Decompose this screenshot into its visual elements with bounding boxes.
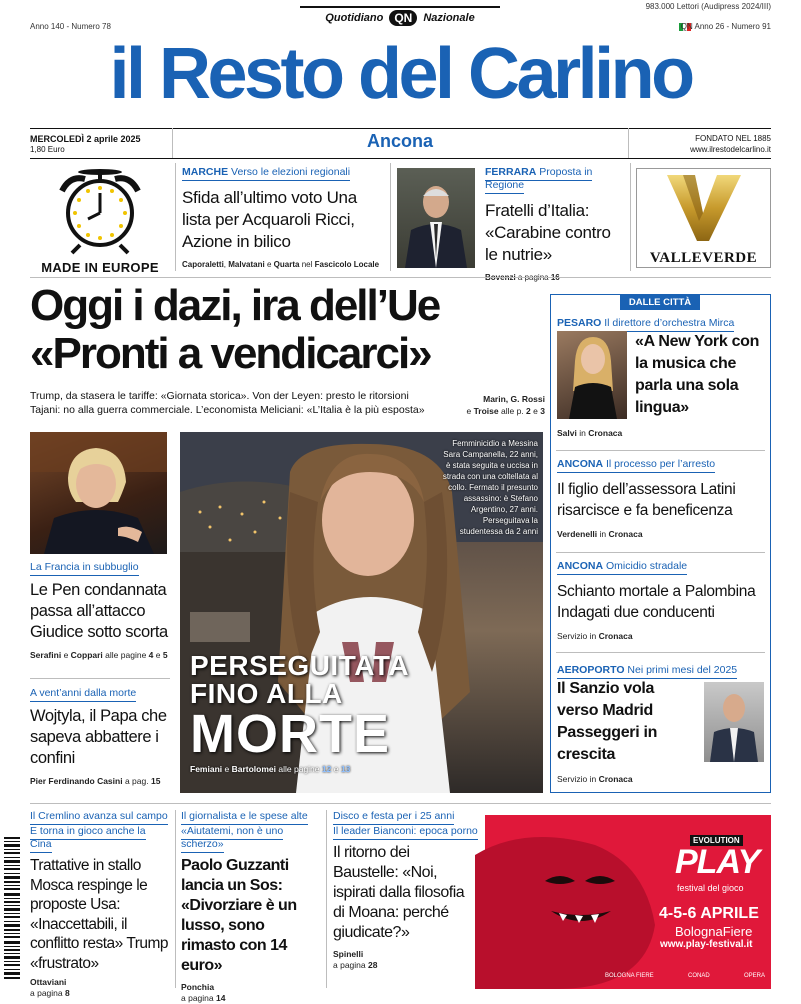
- readers-count: 983.000 Lettori (Audipress 2024/III): [645, 2, 771, 11]
- aeroporto-byline: Servizio in Cronaca: [557, 774, 633, 784]
- man-portrait-icon: [397, 168, 475, 268]
- pesaro-kicker: PESARO Il direttore d’orchestra Mirca: [557, 313, 765, 349]
- conductor-portrait-icon: [557, 331, 627, 419]
- guzzanti-kicker-2: «Aiutatemi, non è uno scherzo»: [181, 825, 321, 851]
- ancona2-article[interactable]: [557, 560, 767, 642]
- play-subtitle: festival del gioco: [677, 883, 744, 893]
- pesaro-photo: [557, 331, 627, 419]
- photo-headline-line-3: MORTE: [190, 704, 390, 764]
- guzzanti-byline: Ponchia a pagina 14: [181, 982, 226, 1003]
- barcode-icon: [4, 835, 26, 980]
- made-in-europe-box: [30, 163, 170, 275]
- wojtyla-article[interactable]: [30, 687, 170, 787]
- aeroporto-title[interactable]: Il Sanzio vola verso Madrid Passeggeri in crescita: [557, 680, 658, 763]
- website: www.ilrestodelcarlino.it: [690, 145, 771, 154]
- russia-article[interactable]: [30, 810, 170, 999]
- photo-headline: [190, 650, 490, 764]
- marche-kicker: MARCHE Verso le elezioni regionali: [182, 166, 382, 179]
- barcode-number: [2, 985, 14, 986]
- play-url[interactable]: www.play-festival.it: [660, 939, 753, 950]
- baustelle-kicker-2: Il leader Bianconi: epoca porno: [333, 825, 478, 838]
- valleverde-ad[interactable]: [636, 168, 771, 268]
- issue-price: 1,80 Euro: [30, 145, 65, 154]
- baustelle-title: Il ritorno dei Baustelle: «Noi, ispirati dalla filosofia di Moana: perché giudicate?»: [333, 844, 465, 941]
- ancona1-byline: Verdenelli in Cronaca: [557, 529, 643, 539]
- ancona2-kicker: ANCONA Omicidio stradale: [557, 560, 767, 573]
- wojtyla-title: Wojtyla, il Papa che sapeva abbattere i confini: [30, 707, 167, 767]
- lead-headline-line-1: Oggi i dazi, ira dell’Ue: [30, 281, 440, 330]
- valleverde-label: VALLEVERDE: [649, 250, 758, 266]
- ancona1-kicker: ANCONA Il processo per l’arresto: [557, 458, 767, 471]
- photo-caption: Femminicidio a Messina Sara Campanella, 22 anni, è stata seguita e uccisa in strada con una coltellata al collo. Fermato il presunto assassino: è Stefano Argentino, 27 anni. Perseguitava la studentessa da 2 anni: [442, 439, 538, 536]
- play-place: BolognaFiere: [675, 924, 753, 939]
- baustelle-kicker-1: Disco e festa per i 25 anni: [333, 810, 478, 823]
- sponsor-3: OPERA: [743, 973, 765, 979]
- ancona2-title: Schianto mortale a Palombina Indagati due conducenti: [557, 583, 756, 621]
- founded-year: FONDATO NEL 1885: [695, 134, 771, 143]
- russia-kicker-2: E torna in gioco anche la Cina: [30, 825, 170, 851]
- aeroporto-photo: [704, 682, 764, 762]
- photo-headline-line-1: PERSEGUITATA: [190, 650, 410, 681]
- sponsor-2: CONAD: [688, 973, 710, 979]
- valleverde-logo-icon: [637, 169, 770, 247]
- ancona1-article[interactable]: [557, 458, 767, 540]
- barcode: [4, 835, 26, 980]
- dalle-citta-header: DALLE CITTÀ: [620, 295, 700, 310]
- lead-headline-line-2: «Pronti a vendicarci»: [30, 329, 431, 378]
- lepen-photo: [30, 432, 167, 554]
- lepen-article[interactable]: [30, 561, 170, 661]
- edition-name: Ancona: [366, 131, 433, 151]
- made-in-europe-label: MADE IN EUROPE: [41, 260, 159, 275]
- guzzanti-title: Paolo Guzzanti lancia un Sos: «Divorziare è un lusso, sono rimasto con 14 euro»: [181, 857, 297, 974]
- sponsor-1: BOLOGNA FIERE: [605, 973, 654, 979]
- play-festival-ad[interactable]: [485, 815, 771, 989]
- ferrara-kicker: FERRARA Proposta in Regione: [485, 166, 625, 192]
- russia-kicker-1: Il Cremlino avanza sul campo: [30, 810, 170, 823]
- qn-logo: QN: [389, 10, 417, 26]
- aeroporto-kicker: AEROPORTO Nei primi mesi del 2025: [557, 660, 767, 678]
- qn-left-label: Quotidiano: [325, 12, 384, 24]
- play-evolution-label: EVOLUTION: [690, 835, 743, 846]
- ferrara-article[interactable]: [485, 166, 625, 283]
- guzzanti-kicker-1: Il giornalista e le spese alte: [181, 810, 321, 823]
- ferrara-title: Fratelli d’Italia: «Carabine contro le nutrie»: [485, 201, 611, 264]
- photo-headline-line-2: FINO ALLA: [190, 678, 343, 709]
- guzzanti-article[interactable]: [181, 810, 321, 1004]
- play-logo: PLAY: [675, 843, 760, 881]
- ferrara-photo: [397, 168, 475, 268]
- center-photo[interactable]: [180, 432, 543, 793]
- lepen-byline: Serafini e Coppari alle pagine 4 e 5: [30, 650, 168, 660]
- russia-title: Trattative in stallo Mosca respinge le proposte Usa: «Inaccettabili, il conflitto resta» Trump «frustrato»: [30, 857, 169, 972]
- play-sponsors: [605, 973, 765, 979]
- marche-title: Sfida all’ultimo voto Una lista per Acquaroli Ricci, Azione in bilico: [182, 188, 357, 251]
- pesaro-byline: Salvi in Cronaca: [557, 428, 623, 438]
- ancona1-title: Il figlio dell’assessora Latini risarcisce e fa beneficenza: [557, 481, 736, 519]
- lead-subtitle-1: Trump, da stasera le tariffe: «Giornata storica». Von der Leyen: presto le ritorsioni: [30, 390, 409, 402]
- qn-edition-number: QN Anno 26 - Numero 91: [680, 22, 771, 31]
- lead-subtitle-2: Tajani: no alla guerra commerciale. L’economista Meliciani: «L’Italia è la più esposta»: [30, 404, 425, 416]
- lead-byline: Marin, G. Rossi e Troise alle p. 2 e 3: [466, 394, 545, 416]
- marche-byline: Caporaletti, Malvatani e Quarta nel Fascicolo Locale: [182, 260, 380, 269]
- russia-byline: Ottaviani a pagina 8: [30, 977, 70, 998]
- lead-headline[interactable]: [30, 282, 550, 378]
- wojtyla-byline: Pier Ferdinando Casini a pag. 15: [30, 776, 161, 786]
- pesaro-title[interactable]: «A New York con la musica che parla una sola lingua»: [635, 333, 760, 416]
- edition-number-left: Anno 140 - Numero 78: [30, 22, 111, 31]
- baustelle-byline: Spinelli a pagina 28: [333, 949, 378, 970]
- baustelle-article[interactable]: [333, 810, 478, 971]
- marche-article[interactable]: [182, 166, 382, 270]
- newspaper-title: il Resto del Carlino: [109, 34, 692, 114]
- ancona2-byline: Servizio in Cronaca: [557, 631, 633, 641]
- lepen-kicker: La Francia in subbuglio: [30, 561, 170, 574]
- man-portrait-icon: [704, 682, 764, 762]
- qn-right-label: Nazionale: [423, 12, 475, 24]
- qn-brand: [300, 6, 500, 28]
- play-dates: 4-5-6 APRILE: [659, 905, 759, 922]
- photo-byline: Femiani e Bartolomei alle pagine 12 e 13: [190, 764, 351, 774]
- alarm-clock-icon: [30, 163, 170, 253]
- wojtyla-kicker: A vent’anni dalla morte: [30, 687, 170, 700]
- issue-date: MERCOLEDÌ 2 aprile 2025: [30, 134, 141, 144]
- woman-portrait-icon: [30, 432, 167, 554]
- lepen-title: Le Pen condannata passa all’attacco Giudice sotto scorta: [30, 581, 168, 641]
